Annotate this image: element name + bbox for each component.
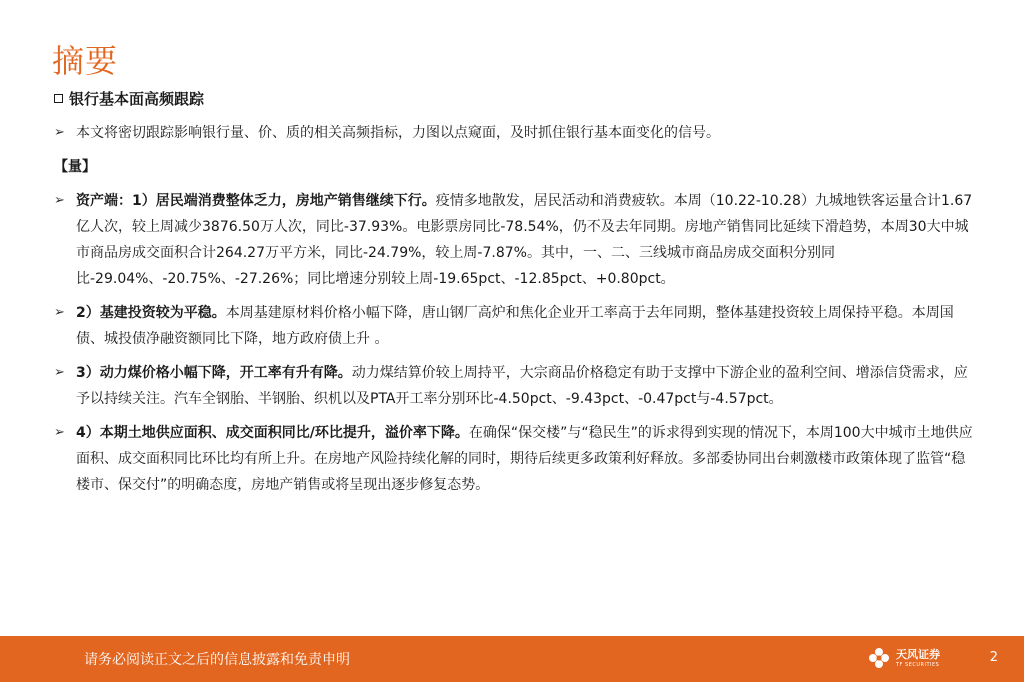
disclaimer-text: 请务必阅读正文之后的信息披露和免责申明	[84, 652, 350, 668]
logo-text-cn: 天风证券	[896, 647, 940, 661]
flower-logo-icon	[866, 645, 892, 671]
company-logo	[866, 645, 940, 671]
intro-bullet	[54, 120, 974, 146]
intro-text: 本文将密切跟踪影响银行量、价、质的相关高频指标，力图以点窥面，及时抓住银行基本面变化的信号。	[76, 125, 720, 141]
bullet-bold: 资产端：1）居民端消费整体乏力，房地产销售继续下行。	[76, 193, 436, 209]
list-item	[54, 420, 974, 498]
arrow-icon: ➢	[54, 125, 65, 140]
page-title: 摘要	[52, 42, 119, 80]
volume-tag: 【量】	[54, 159, 96, 175]
list-item	[54, 188, 974, 292]
bullet-bold: 2）基建投资较为平稳。	[76, 305, 226, 321]
list-item	[54, 300, 974, 352]
list-item	[54, 360, 974, 412]
arrow-icon: ➢	[54, 193, 65, 208]
bullet-bold: 3）动力煤价格小幅下降，开工率有升有降。	[76, 365, 352, 381]
bullet-text: 动力煤结算价较上周持平，大宗商品价格稳定有助于支撑中下游企业的盈利空间、增添信贷需求，应予以持续关注。汽车全钢胎、半钢胎、织机以及PTA开工率分别环比-4.50pct、-9.43pct、-0.47pct与-4.57pct。	[76, 365, 968, 407]
bullet-text: 本周基建原材料价格小幅下降，唐山钢厂高炉和焦化企业开工率高于去年同期，整体基建投资较上周保持平稳。本周国债、城投债净融资额同比下降，地方政府债上升 。	[76, 305, 954, 347]
bullet-bold: 4）本期土地供应面积、成交面积同比/环比提升，溢价率下降。	[76, 425, 469, 441]
bullet-text: 疫情多地散发，居民活动和消费疲软。本周（10.22-10.28）九城地铁客运量合计1.67亿人次，较上周减少3876.50万人次，同比-37.93%。电影票房同比-78.54%，仍不及去年同期。房地产销售同比延续下滑趋势，本周30大中城市商品房成交面积合计264.27万平方米，同比-24.79%，较上周-7.87%。其中，一、二、三线城市商品房成交面积分别同比-29.04%、-20.75%、-27.26%；同比增速分别较上周-19.65pct、-12.85pct、+0.80pct。	[76, 193, 973, 287]
section-heading	[54, 88, 204, 109]
arrow-icon: ➢	[54, 425, 65, 440]
footer-bar	[0, 636, 1024, 682]
logo-text-en: TF SECURITIES	[896, 661, 940, 668]
arrow-icon: ➢	[54, 365, 65, 380]
square-bullet-icon	[54, 94, 63, 103]
page-number: 2	[989, 650, 998, 665]
bullet-text: 在确保“保交楼”与“稳民生”的诉求得到实现的情况下，本周100大中城市土地供应面积、成交面积同比环比均有所上升。在房地产风险持续化解的同时，期待后续更多政策利好释放。多部委协同出台刺激楼市政策体现了监管“稳楼市、保交付”的明确态度，房地产销售或将呈现出逐步修复态势。	[76, 425, 973, 493]
section-heading-label: 银行基本面高频跟踪	[69, 90, 205, 108]
summary-content	[54, 120, 974, 506]
arrow-icon: ➢	[54, 305, 65, 320]
